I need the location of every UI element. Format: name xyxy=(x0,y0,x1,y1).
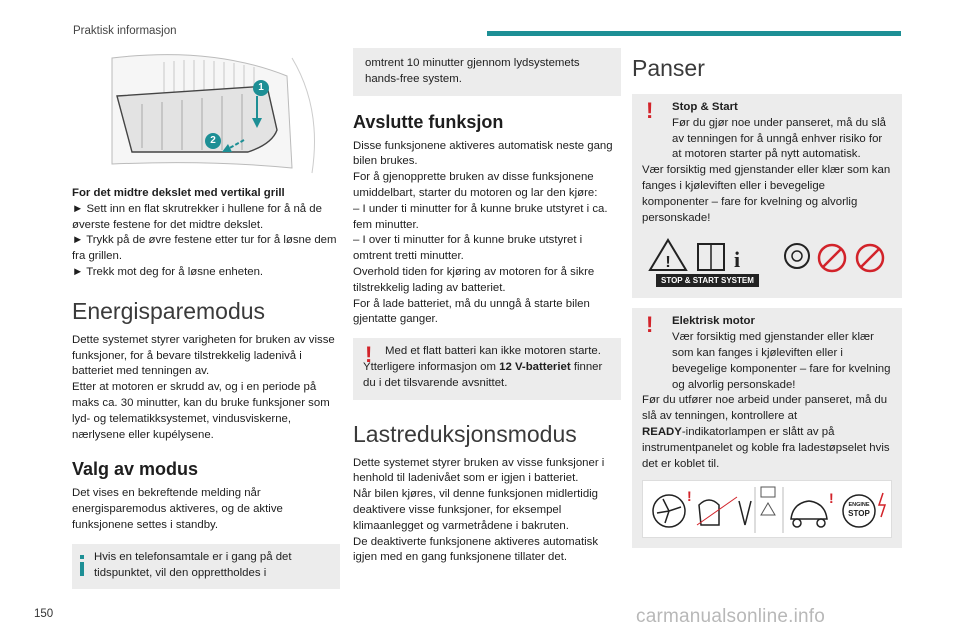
avslutte-line: – I under ti minutter for å kunne bruke utstyret i ca. fem minutter. xyxy=(353,202,608,231)
ready-indicator-text: READY xyxy=(642,425,682,438)
heading-lastreduksjonsmodus: Lastreduksjonsmodus xyxy=(353,420,577,447)
avslutte-text xyxy=(353,139,621,329)
warning-note-electric-motor xyxy=(632,308,902,548)
figure-caption-title: For det midtre dekslet med vertikal grill xyxy=(72,187,285,199)
energy-paragraph-2: Etter at motoren er skrudd av, og i en periode på maks ca. 30 minutter, kan du bruke funksjoner som lyd- og telematikksystemet, vindusviskerne, nærlysene eller kupélysene. xyxy=(72,381,330,441)
avslutte-line: For å gjenopprette bruken av disse funksjonene umiddelbart, starter du motoren og lar den kjøre: xyxy=(353,171,598,199)
svg-text:!: ! xyxy=(829,490,834,507)
electric-motor-title: Elektrisk motor xyxy=(672,315,755,328)
avslutte-line: Overhold tiden for kjøring av motoren for å sikre tilstrekkelig lading av batteriet. xyxy=(353,265,595,294)
last-line: Dette systemet styrer bruken av visse funksjoner i henhold til ladenivået som er igjen i batteriet. xyxy=(353,456,605,485)
grille-cover-figure xyxy=(72,48,340,180)
column-1 xyxy=(72,48,340,589)
engine-label-line-1: ENGINE xyxy=(848,502,870,509)
svg-text:!: ! xyxy=(687,488,692,505)
info-note-continued xyxy=(353,48,621,96)
warning-text: Med et flatt batteri kan ikke motoren starte. xyxy=(385,345,601,358)
page-number: 150 xyxy=(34,608,54,620)
warning-more-info xyxy=(363,360,611,392)
step-1: ► Sett inn en flat skrutrekker i hullene for å nå de øverste festene for det midtre dekslet. xyxy=(72,202,322,231)
warning-note-battery xyxy=(353,338,621,399)
heading-energisparemodus: Energisparemodus xyxy=(72,297,266,324)
last-line: De deaktiverte funksjonene aktiveres automatisk igjen med en gang funksjonene tillater det. xyxy=(353,535,599,564)
column-3 xyxy=(632,48,900,548)
step-2: ► Trykk på de øvre festene etter tur for å løsne dem fra grillen. xyxy=(72,234,337,263)
info-note xyxy=(72,544,340,590)
info-icon xyxy=(80,562,84,576)
electric-motor-line-1: Vær forsiktig med gjenstander eller klær som kan fanges i kjøleviften eller i bevegelige komponenter – fare for kvelning og alvorlig personskade! xyxy=(672,331,891,391)
svg-text:!: ! xyxy=(665,254,671,272)
header-accent-bar xyxy=(487,31,901,36)
valg-paragraph: Det vises en bekreftende melding når energisparemodus aktiveres, og de aktive funksjonene settes i standby. xyxy=(72,487,283,531)
warning-icon: ! xyxy=(646,98,654,123)
warning-more-suffix: finner du i det tilsvarende avsnittet. xyxy=(363,360,603,389)
stop-start-line-2: Vær forsiktig med gjenstander eller klær som kan fanges i kjøleviften eller i bevegelige komponenter – fare for kvelning og alvorlig personskade! xyxy=(642,164,891,224)
last-text xyxy=(353,456,621,567)
battery-link-text: 12 V-batteriet xyxy=(499,360,571,373)
warning-icon: ! xyxy=(365,342,373,368)
electric-motor-pictogram-strip xyxy=(642,480,892,538)
watermark: carmanualsonline.info xyxy=(636,606,826,627)
info-note-cont-text: omtrent 10 minutter gjennom lydsystemets hands-free system. xyxy=(365,57,580,85)
step-3: ► Trekk mot deg for å løsne enheten. xyxy=(72,265,264,278)
page-header-title: Praktisk informasjon xyxy=(73,25,177,37)
avslutte-line: For å lade batteriet, må du unngå å starte bilen gjentatte ganger. xyxy=(353,297,590,326)
engine-stop-label xyxy=(845,502,873,518)
info-note-text: Hvis en telefonsamtale er i gang på det tidspunktet, vil den opprettholdes i xyxy=(94,550,292,579)
energy-paragraph-1: Dette systemet styrer varigheten for bruken av visse funksjoner, for å bevare tilstrekkelig ladenivå i batteriet med tenningen av. xyxy=(72,333,335,378)
electric-motor-line-2: Før du utfører noe arbeid under panseret, må du slå av tenningen, kontrollere at xyxy=(642,394,888,423)
info-icon-dot xyxy=(80,555,84,559)
grille-illustration xyxy=(72,48,340,180)
figure-callout-1: 1 xyxy=(253,80,269,96)
stop-start-line-1: Før du gjør noe under panseret, må du slå av tenningen for å unngå enhver risiko for at motoren starter på nytt automatisk. xyxy=(672,116,886,161)
electric-motor-line-3 xyxy=(642,425,892,472)
figure-callout-2: 2 xyxy=(205,133,221,149)
last-line: Når bilen kjøres, vil denne funksjonen midlertidig deaktivere visse funksjoner, for eksempel klimaanlegget og varmetrådene i bakruten. xyxy=(353,488,599,532)
avslutte-line: – I over ti minutter for å kunne bruke utstyret i omtrent tretti minutter. xyxy=(353,234,583,263)
heading-valg-av-modus: Valg av modus xyxy=(72,459,199,480)
heading-panser: Panser xyxy=(632,55,705,81)
heading-avslutte-funksjon: Avslutte funksjon xyxy=(353,111,504,132)
svg-text:i: i xyxy=(734,247,741,273)
warning-more-prefix: Ytterligere informasjon om xyxy=(363,360,500,373)
stop-start-title: Stop & Start xyxy=(672,101,738,113)
stop-start-system-label: STOP & START SYSTEM xyxy=(656,274,759,287)
warning-note-stop-start xyxy=(632,94,902,298)
stop-start-pictogram-strip xyxy=(642,234,892,288)
engine-label-line-2: STOP xyxy=(848,509,870,519)
warning-icon: ! xyxy=(646,312,654,338)
ready-rest-text: -indikatorlampen er slått av på instrumentpanelet og koble fra ladestøpselet hvis det er koblet til. xyxy=(642,425,890,470)
avslutte-line: Disse funksjonene aktiveres automatisk neste gang bilen brukes. xyxy=(353,139,613,168)
column-2 xyxy=(353,48,621,566)
